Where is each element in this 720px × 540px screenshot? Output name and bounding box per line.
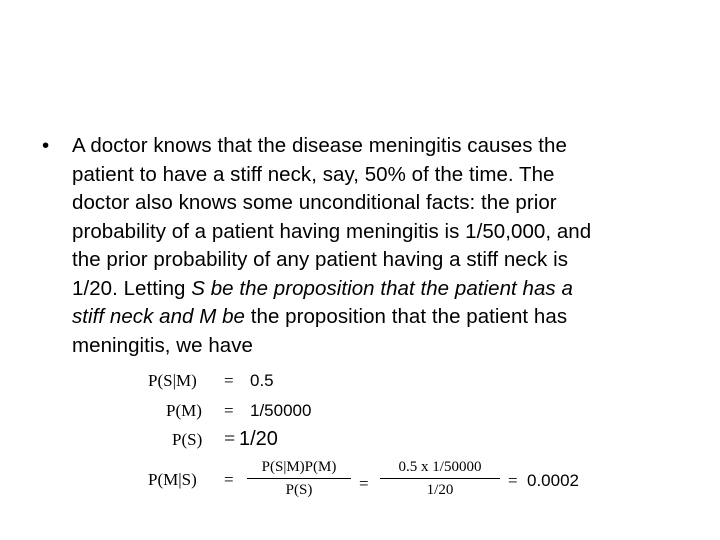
text-run: 1/20. Letting [72,276,192,300]
paragraph-line [72,246,712,275]
fraction-denominator: P(S) [285,482,313,498]
bayes-equals: = [508,471,518,490]
bayes-result: 0.0002 [527,471,579,490]
bayes-equals: = [224,470,234,489]
paragraph-line [72,332,712,361]
eq-rhs-value: 1/20 [239,428,278,450]
text-run: doctor also knows some unconditional facts: the prior [72,191,557,214]
eq-equals: = [224,371,234,390]
text-run: A doctor knows that the disease meningitis causes the [72,134,567,157]
italic-text-run: stiff neck and M be [72,305,246,328]
text-run: the proposition that the patient has [245,305,568,328]
bullet-paragraph [72,132,712,360]
fraction-denominator: 1/20 [426,482,454,498]
fraction-numerator: 0.5 x 1/50000 [380,459,500,479]
paragraph-line [72,132,712,161]
paragraph-line [72,161,712,190]
text-run: the prior probability of any patient having a stiff neck is [72,248,568,271]
eq-rhs-value: 1/50000 [250,401,312,420]
text-run: patient to have a stiff neck, say, 50% of the time. The [72,162,555,186]
eq-equals: = [224,428,236,450]
text-run: probability of a patient having meningitis is 1/50,000, and [72,219,592,243]
bullet-marker: • [42,134,50,157]
fraction-numerator: P(S|M)P(M) [247,459,351,479]
bayes-fraction [247,459,351,499]
eq-rhs-value: 0.5 [250,371,274,390]
paragraph-line [72,218,712,247]
italic-text-run: S be the proposition that the patient has a [191,276,573,300]
eq-lhs-p-s-given-m: P(S|M) [148,371,197,390]
bayes-equals: = [359,474,369,493]
paragraph-line [72,189,712,218]
paragraph-line [72,303,712,332]
bayes-lhs-p-m-given-s: P(M|S) [148,470,197,489]
text-run: meningitis, we have [72,333,253,357]
paragraph-line [72,275,712,304]
eq-lhs-p-m: P(M) [166,401,202,420]
eq-equals: = [224,401,234,420]
substituted-fraction [380,459,500,499]
eq-lhs-p-s: P(S) [172,430,203,449]
